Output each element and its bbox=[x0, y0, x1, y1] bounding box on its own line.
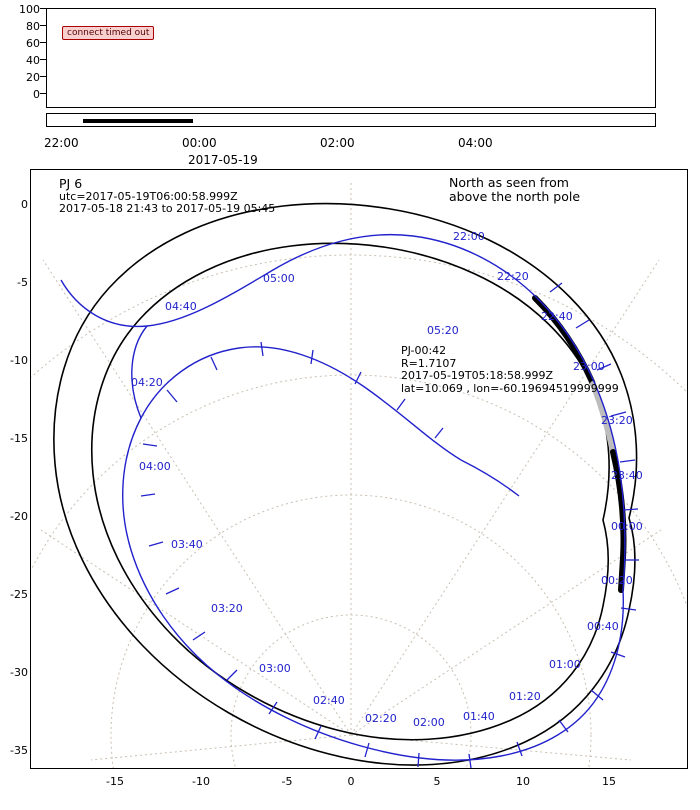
y-tick-label: -30 bbox=[10, 666, 28, 679]
time-label-00-00: 00:00 bbox=[611, 520, 643, 533]
cursor-pj: PJ-00:42 bbox=[401, 344, 447, 357]
cursor-utc: 2017-05-19T05:18:58.999Z bbox=[401, 369, 554, 382]
y-tick-label: -20 bbox=[10, 510, 28, 523]
y-tick-label: -15 bbox=[10, 432, 28, 445]
time-label-01-00: 01:00 bbox=[549, 658, 581, 671]
time-label-04-20: 04:20 bbox=[131, 376, 163, 389]
time-label-00-20: 00:20 bbox=[601, 574, 633, 587]
pj-title: PJ 6 bbox=[59, 176, 83, 191]
time-label-01-20: 01:20 bbox=[509, 690, 541, 703]
cursor-latlon: lat=10.069 , lon=-60.19694519999999 bbox=[401, 381, 619, 395]
pj-utc: utc=2017-05-19T06:00:58.999Z bbox=[59, 189, 238, 203]
time-label-23-00: 23:00 bbox=[573, 360, 605, 373]
timeline-coverage-strip[interactable] bbox=[46, 113, 656, 127]
time-label-01-40: 01:40 bbox=[463, 710, 495, 723]
y-tick-label: 20 bbox=[26, 71, 40, 84]
x-tick-label: 04:00 bbox=[458, 136, 493, 150]
orbit-y-axis bbox=[0, 163, 28, 773]
time-label-02-00: 02:00 bbox=[413, 716, 445, 729]
timeline-axis-title: 2017-05-19 bbox=[188, 153, 258, 167]
y-tick-label: 0 bbox=[33, 88, 40, 101]
x-tick-label: -10 bbox=[192, 775, 210, 788]
x-tick-label: 5 bbox=[433, 775, 441, 788]
y-tick-label: 0 bbox=[21, 198, 28, 211]
y-tick-label: 40 bbox=[26, 54, 40, 67]
timeline-plot-frame[interactable] bbox=[46, 8, 656, 108]
time-label-05-20: 05:20 bbox=[427, 324, 459, 337]
time-label-03-20: 03:20 bbox=[211, 602, 243, 615]
x-tick-label: 22:00 bbox=[44, 136, 79, 150]
pj-header-block bbox=[59, 178, 275, 216]
x-tick-label: 0 bbox=[347, 775, 355, 788]
y-tick-label: -25 bbox=[10, 588, 28, 601]
time-label-23-20: 23:20 bbox=[601, 414, 633, 427]
y-tick-label: 80 bbox=[26, 20, 40, 33]
orbit-x-axis bbox=[0, 775, 700, 795]
x-tick-label: 15 bbox=[602, 775, 616, 788]
time-label-02-20: 02:20 bbox=[365, 712, 397, 725]
x-tick-label: 00:00 bbox=[182, 136, 217, 150]
north-note-line1: North as seen from bbox=[449, 175, 569, 190]
time-label-03-40: 03:40 bbox=[171, 538, 203, 551]
y-tick-label: -10 bbox=[10, 354, 28, 367]
y-tick-label: -5 bbox=[17, 276, 28, 289]
orbit-trajectory-svg bbox=[31, 170, 687, 768]
x-tick-label: 02:00 bbox=[320, 136, 355, 150]
pj-range: 2017-05-18 21:43 to 2017-05-19 05:45 bbox=[59, 202, 276, 215]
y-tick-label: 100 bbox=[19, 3, 40, 16]
time-label-00-40: 00:40 bbox=[587, 620, 619, 633]
north-note-block bbox=[449, 176, 580, 204]
time-label-02-40: 02:40 bbox=[313, 694, 345, 707]
time-label-22-20: 22:20 bbox=[497, 270, 529, 283]
timeline-panel bbox=[0, 0, 700, 167]
x-tick-label: -15 bbox=[106, 775, 124, 788]
y-tick-label: 60 bbox=[26, 37, 40, 50]
x-tick-label: 10 bbox=[516, 775, 530, 788]
orbit-chart-panel bbox=[0, 163, 700, 810]
x-tick-label: -5 bbox=[281, 775, 293, 788]
time-label-04-00: 04:00 bbox=[139, 460, 171, 473]
time-label-22-40: 22:40 bbox=[541, 310, 573, 323]
status-badge: connect timed out bbox=[62, 26, 154, 40]
north-note-line2: above the north pole bbox=[449, 189, 581, 204]
time-label-03-00: 03:00 bbox=[259, 662, 291, 675]
coverage-bar bbox=[83, 119, 193, 123]
y-tick-label: -35 bbox=[10, 744, 28, 757]
timeline-y-axis bbox=[0, 0, 44, 110]
time-label-05-00: 05:00 bbox=[263, 272, 295, 285]
orbit-plot-frame[interactable] bbox=[30, 169, 688, 769]
time-label-04-40: 04:40 bbox=[165, 300, 197, 313]
time-label-22-00: 22:00 bbox=[453, 230, 485, 243]
time-label-23-40: 23:40 bbox=[611, 469, 643, 482]
cursor-r: R=1.7107 bbox=[401, 356, 457, 370]
